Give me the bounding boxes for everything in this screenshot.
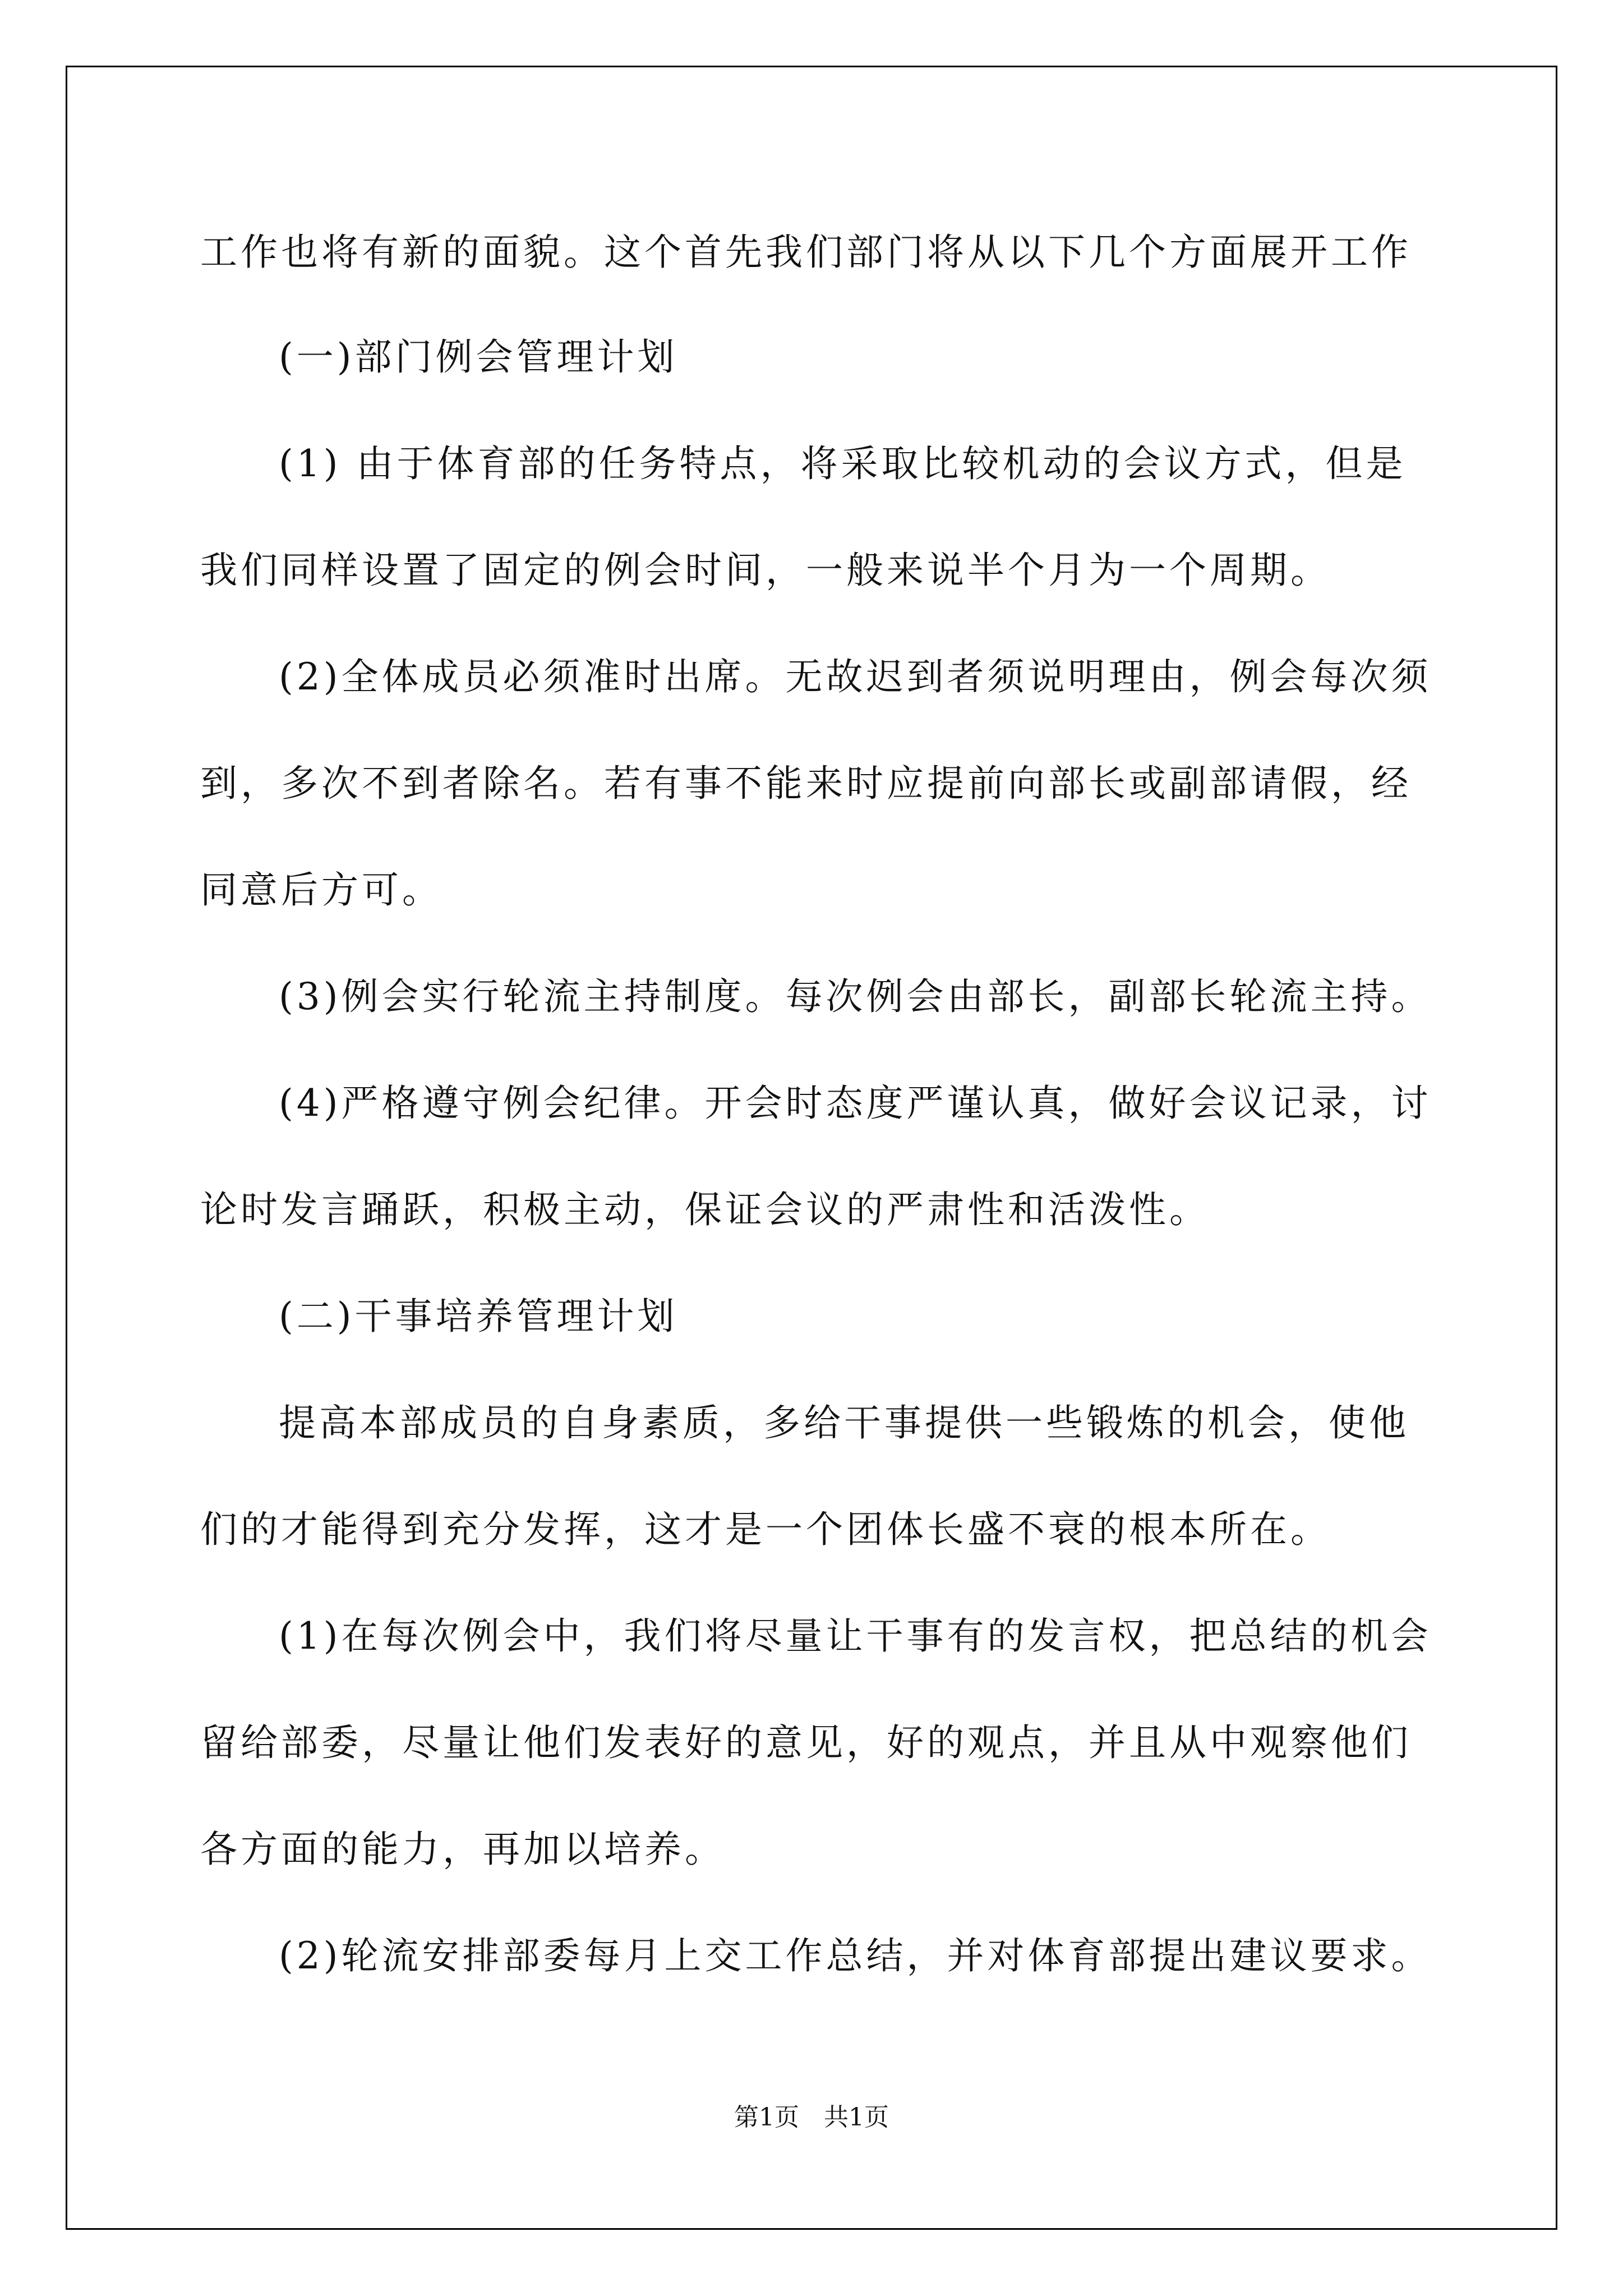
section-heading: (二)干事培养管理计划 — [279, 1295, 678, 1338]
paragraph-line: 同意后方可。 — [200, 868, 442, 912]
paragraph-line: (2)轮流安排部委每月上交工作总结，并对体育部提出建议要求。 — [279, 1934, 1432, 1977]
paragraph-line: 各方面的能力，再加以培养。 — [200, 1828, 725, 1871]
paragraph-line: (4)严格遵守例会纪律。开会时态度严谨认真，做好会议记录，讨 — [279, 1082, 1432, 1125]
paragraph-line: 工作也将有新的面貌。这个首先我们部门将从以下几个方面展开工作 — [200, 231, 1412, 274]
paragraph-line: 论时发言踊跃，积极主动，保证会议的严肃性和活泼性。 — [200, 1188, 1210, 1231]
page-number-footer: 第1页 共1页 — [734, 2103, 889, 2132]
paragraph-line: 留给部委，尽量让他们发表好的意见，好的观点，并且从中观察他们 — [200, 1721, 1412, 1764]
paragraph-line: (2)全体成员必须准时出席。无故迟到者须说明理由，例会每次须 — [279, 655, 1432, 698]
paragraph-line: 们的才能得到充分发挥，这才是一个团体长盛不衰的根本所在。 — [200, 1508, 1331, 1551]
paragraph-line: 到，多次不到者除名。若有事不能来时应提前向部长或副部请假，经 — [200, 762, 1412, 805]
section-heading: (一)部门例会管理计划 — [279, 335, 678, 379]
paragraph-line: 提高本部成员的自身素质，多给干事提供一些锻炼的机会，使他 — [279, 1401, 1409, 1444]
paragraph-line: (1) 由于体育部的任务特点，将采取比较机动的会议方式，但是 — [279, 442, 1407, 485]
page-border — [66, 66, 1557, 2230]
paragraph-line: (1)在每次例会中，我们将尽量让干事有的发言权，把总结的机会 — [279, 1614, 1432, 1658]
paragraph-line: 我们同样设置了固定的例会时间，一般来说半个月为一个周期。 — [200, 549, 1331, 592]
paragraph-line: (3)例会实行轮流主持制度。每次例会由部长，副部长轮流主持。 — [279, 975, 1432, 1018]
